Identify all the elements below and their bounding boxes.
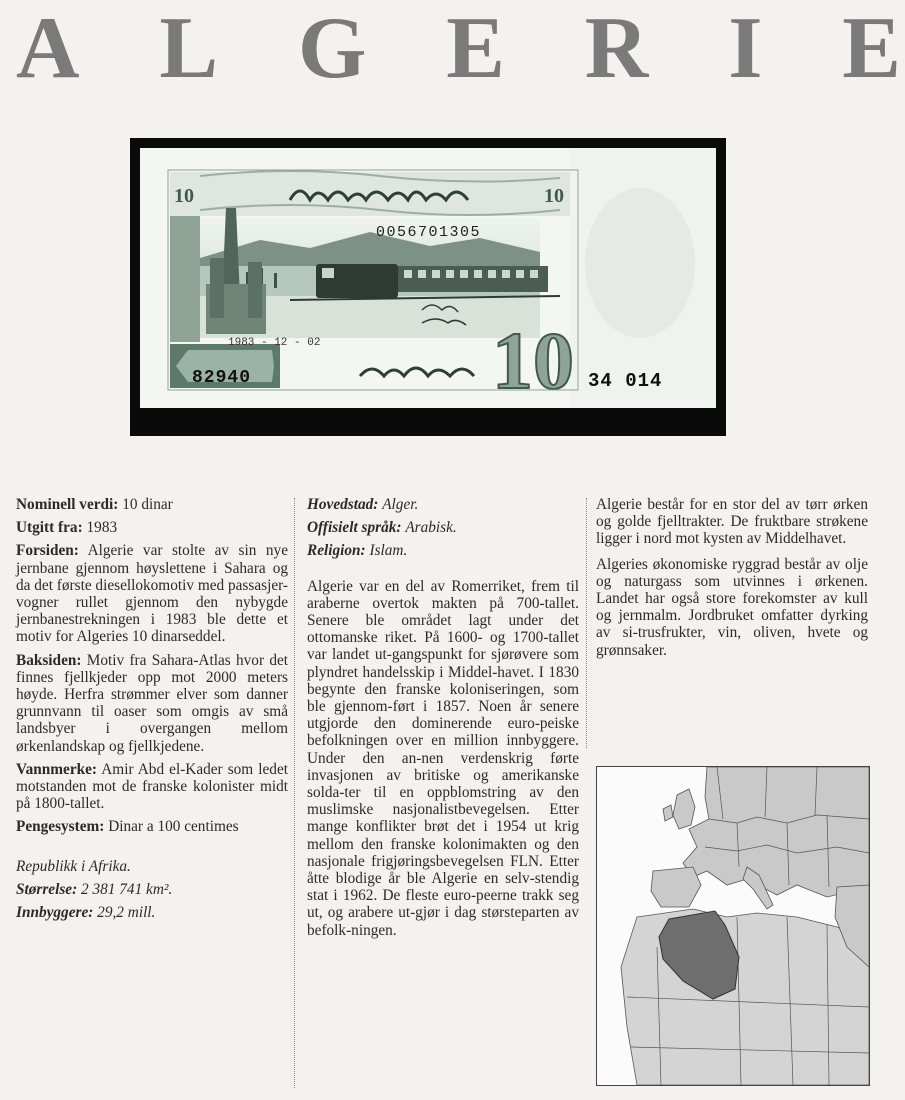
title-letter: G [297,0,367,97]
economy-text: Algeries økonomiske ryggrad består av olje og naturgass som utvinnes i ørkenen. Landet har også store forekomster av kull og jernmalm. Jordbruket omfatter dyrking av si-trusfrukter, vin, oliven, hvete og grønnsaker. [596,555,868,659]
official-language: Offisielt språk: Arabisk. [307,519,457,537]
currency-system: Pengesystem: Dinar a 100 centimes [16,818,239,836]
serial-number-right: 34 014 [588,370,663,392]
title-letter: I [728,0,763,97]
issued-from: Utgitt fra: 1983 [16,519,118,537]
religion: Religion: Islam. [307,542,408,560]
column-divider [586,498,587,748]
geography-column [596,496,868,665]
issue-date: 1983 - 12 - 02 [228,337,321,349]
banknote-image [140,148,716,408]
front-description: Forsiden: Algerie var stolte av sin nye jernbane gjennom høyslettene i Sahara og da det første diesellokomotiv med passasjer-vogner rullet gjennom den nybygde jernbanestrekningen i 1983 ble dette et motiv for Algeries 10 dinarseddel. [16,542,288,646]
serial-number-top: 0056701305 [376,224,482,241]
title-letter: E [842,0,901,97]
title-letter: R [584,0,649,97]
details-column [16,496,288,927]
europe-africa-map [597,767,869,1085]
history-text: Algerie var en del av Romerriket, frem til araberne overtok makten på 700-tallet. Senere ble området lagt under det ottomanske riket. På 1600- og 1700-tallet var landet ut-gangspunkt for sjørøvere som plyndret handelsskip i Middel-havet. I 1830 begynte den franske koloniseringen, som ble gjennom-ført i 1857. Noen år senere utgjorde den dominerende euro-peiske befolkningen over en million innbyggere. Under den an-nen verdenskrig førte invasjonen av britiske og amerikanske solda-ter til en oppblomstring av den muslimske nasjonalistbevegelsen. Etter mange konflikter brøt det i 1954 ut krig mellom den franske kolonimakten og den nasjonale frigjøringsbevegelsen FLN. Etter åtte blodige år ble Algerie en selv-stendig stat i 1962. De fleste euro-peerne trakk seg ut, og arabere ut-gjør i dag størsteparten av befolk-ningen. [307,577,579,939]
history-column [307,496,579,945]
title-letter: E [446,0,505,97]
population: Innbyggere: 29,2 mill. [16,904,156,922]
nominal-value: Nominell verdi: 10 dinar [16,496,173,513]
title-letter: A [16,0,80,97]
geography-text: Algerie består for en stor del av tørr ørken og golde fjelltrakter. De fruktbare strøkene ligger i nord mot kysten av Middelhavet. [596,496,868,548]
column-divider [294,498,295,1088]
republic-note: Republikk i Afrika. [16,857,131,875]
location-map [596,766,870,1086]
svg-text:10: 10 [544,185,564,207]
page-title [16,0,901,97]
svg-text:10: 10 [492,315,574,406]
back-description: Baksiden: Motiv fra Sahara-Atlas hvor det finnes fjellkjeder opp mot 2000 meters høyde. Herfra strømmer elver som danner grunnvann til oaser som omgis av små landsbyer i overgangen mellom ørkenlandskap og fjellkjedene. [16,651,289,755]
capital: Hovedstad: Alger. [307,496,419,513]
serial-number-left: 82940 [192,368,252,388]
title-letter: L [159,0,219,97]
watermark-description: Vannmerke: Amir Abd el-Kader som ledet motstanden mot de franske kolonister midt på 1800-tallet. [16,760,288,813]
banknote-frame [130,138,726,436]
svg-text:10: 10 [174,185,194,207]
area-size: Størrelse: 2 381 741 km². [16,880,173,898]
